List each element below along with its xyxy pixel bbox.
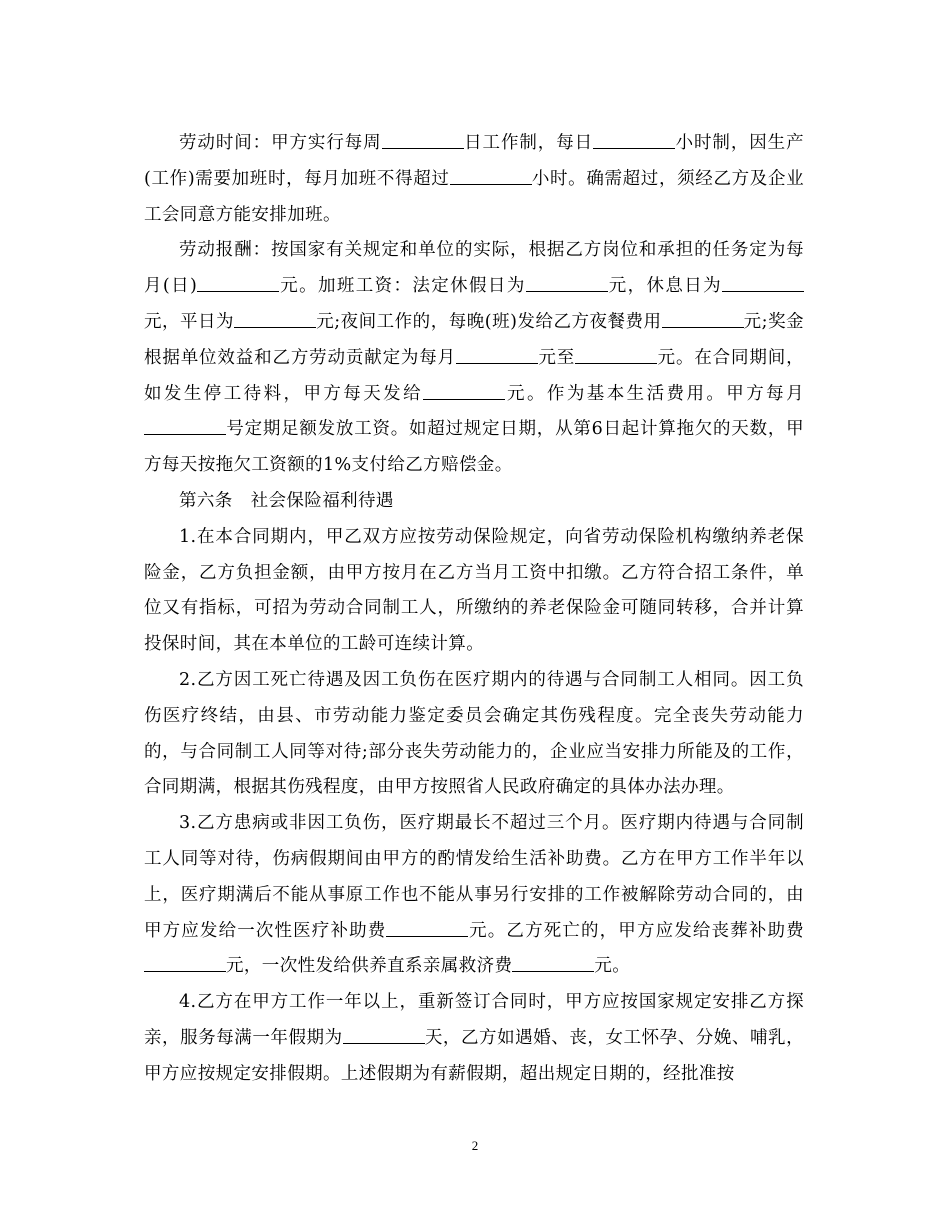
paragraph bbox=[144, 806, 804, 985]
fill-in-blank bbox=[722, 273, 804, 292]
fill-in-blank bbox=[662, 309, 744, 328]
paragraph-text: 元，平日为 bbox=[144, 311, 235, 332]
fill-in-blank bbox=[575, 345, 657, 364]
paragraph bbox=[144, 663, 804, 806]
paragraph-text: 元。在合同期间，如发生停工待料，甲方每天发给 bbox=[144, 347, 804, 404]
fill-in-blank bbox=[343, 1025, 425, 1044]
paragraph-text: 1.在本合同期内，甲乙双方应按劳动保险规定，向省劳动保险机构缴纳养老保险金，乙方负担金额，由甲方按月在乙方当月工资中扣缴。乙方符合招工条件，单位又有指标，可招为劳动合同制工人，所缴纳的养老保险金可随同转移，合并计算投保时间，其在本单位的工龄可连续计算。 bbox=[144, 526, 804, 655]
paragraph bbox=[144, 484, 804, 520]
paragraph-text: 元;奖金根据单位效益和乙方劳动贡献定为每月 bbox=[144, 311, 805, 368]
fill-in-blank bbox=[386, 918, 468, 937]
paragraph-text: 元。作为基本生活费用。甲方每月 bbox=[505, 383, 804, 404]
paragraph-text: 元;夜间工作的，每晚(班)发给乙方夜餐费用 bbox=[316, 311, 662, 332]
paragraph-text: 元至 bbox=[538, 347, 576, 368]
paragraph-text: 小时制，因生产(工作)需要加班时，每月加班不得超过 bbox=[144, 133, 804, 189]
fill-in-blank bbox=[234, 309, 316, 328]
fill-in-blank bbox=[197, 273, 279, 292]
paragraph-text: 元，一次性发给供养直系亲属救济费 bbox=[226, 956, 513, 977]
fill-in-blank bbox=[382, 130, 464, 149]
fill-in-blank bbox=[593, 130, 675, 149]
paragraph-text: 4.乙方在甲方工作一年以上，重新签订合同时，甲方应按国家规定安排乙方探亲，服务每满一年假期为 bbox=[144, 992, 804, 1048]
fill-in-blank bbox=[450, 166, 532, 185]
paragraph-text: 天，乙方如遇婚、丧，女工怀孕、分娩、哺乳，甲方应按规定安排假期。上述假期为有薪假期，超出规定日期的，经批准按 bbox=[144, 1027, 804, 1084]
paragraph-text: 号定期足额发放工资。如超过规定日期，从第6日起计算拖欠的天数，甲方每天按拖欠工资额的1%支付给乙方赔偿金。 bbox=[144, 419, 804, 476]
paragraph bbox=[144, 126, 804, 233]
paragraph-text: 劳动报酬：按国家有关规定和单位的实际，根据乙方岗位和承担的任务定为每月(日) bbox=[144, 240, 804, 297]
fill-in-blank bbox=[526, 273, 608, 292]
paragraph-text: 劳动时间：甲方实行每周 bbox=[179, 133, 382, 153]
paragraph-text: 3.乙方患病或非因工负伤，医疗期最长不超过三个月。医疗期内待遇与合同制工人同等对待，伤病假期间由甲方的酌情发给生活补助费。乙方在甲方工作半年以上，医疗期满后不能从事原工作也不能从事另行安排的工作被解除劳动合同的，由甲方应发给一次性医疗补助费 bbox=[144, 813, 804, 941]
document-body bbox=[144, 126, 804, 1093]
paragraph-text: 元，休息日为 bbox=[607, 276, 722, 297]
fill-in-blank bbox=[144, 416, 226, 435]
paragraph-text: 第六条 社会保险福利待遇 bbox=[179, 490, 394, 511]
fill-in-blank bbox=[144, 953, 226, 972]
paragraph-text: 日工作制，每日 bbox=[463, 133, 594, 153]
paragraph-text: 元。 bbox=[594, 956, 631, 977]
paragraph bbox=[144, 520, 804, 663]
paragraph bbox=[144, 233, 804, 484]
paragraph bbox=[144, 985, 804, 1092]
paragraph-text: 2.乙方因工死亡待遇及因工负伤在医疗期内的待遇与合同制工人相同。因工负伤医疗终结，由县、市劳动能力鉴定委员会确定其伤残程度。完全丧失劳动能力的，与合同制工人同等对待;部分丧失劳动能力的，企业应当安排力所能及的工作，合同期满，根据其伤残程度，由甲方按照省人民政府确定的具体办法办理。 bbox=[144, 669, 804, 798]
page-number: 2 bbox=[471, 1138, 479, 1153]
fill-in-blank bbox=[456, 345, 538, 364]
paragraph-text: 元。加班工资：法定休假日为 bbox=[279, 276, 526, 297]
paragraph-text: 元。乙方死亡的，甲方应发给丧葬补助费 bbox=[468, 920, 804, 941]
fill-in-blank bbox=[423, 381, 505, 400]
paragraph-text: 小时。确需超过，须经乙方及企业工会同意方能安排加班。 bbox=[144, 168, 805, 225]
fill-in-blank bbox=[512, 953, 594, 972]
